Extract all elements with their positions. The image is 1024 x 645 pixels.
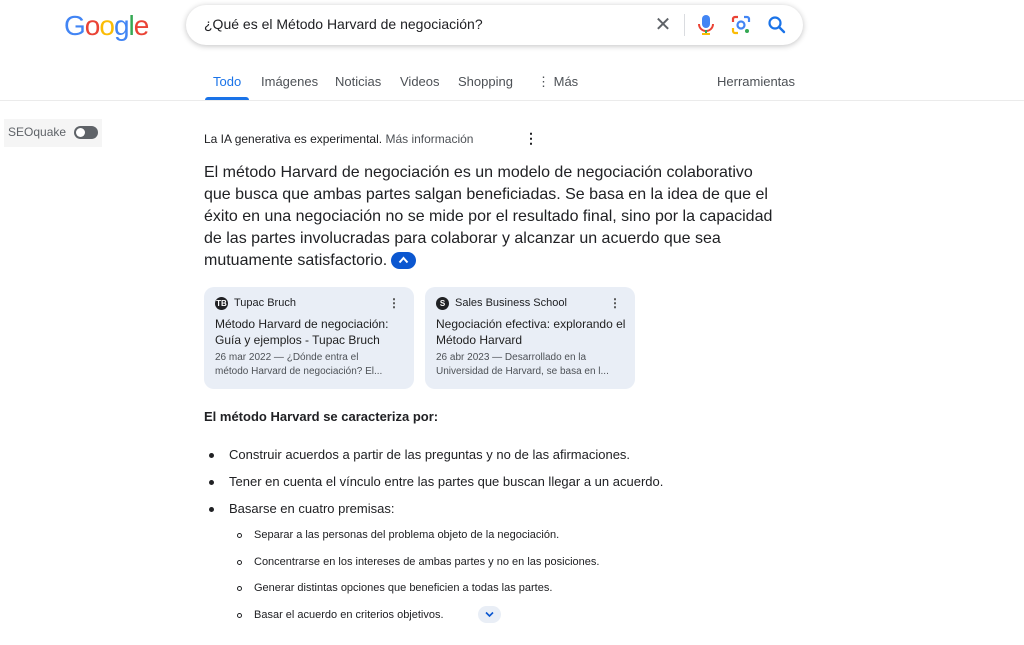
logo-letter: l [128, 10, 134, 41]
sub-list-item-text: Basar el acuerdo en criterios objetivos. [254, 609, 444, 621]
search-icon[interactable] [766, 14, 788, 36]
tab-videos[interactable]: Videos [400, 74, 440, 89]
source-menu-icon[interactable]: ⋮ [388, 296, 400, 310]
source-menu-icon[interactable]: ⋮ [609, 296, 621, 310]
sub-bullet [237, 586, 242, 591]
close-icon[interactable]: ✕ [654, 14, 672, 36]
source-card[interactable] [425, 287, 635, 389]
tab-imagenes[interactable]: Imágenes [261, 74, 319, 89]
more-info-link[interactable]: Más información [385, 132, 474, 146]
ai-note-text: La IA generativa es experimental. [204, 132, 383, 146]
snippet-line: 26 abr 2023 — Desarrollado en la [436, 352, 587, 363]
bullet-dot [209, 453, 214, 458]
list-item-text: Basarse en cuatro premisas: [229, 501, 395, 516]
chevron-down-icon [485, 611, 494, 618]
sub-list-item-text: Generar distintas opciones que beneficien a todas las partes. [254, 582, 553, 594]
source-snippet [436, 351, 628, 379]
sub-bullet [237, 560, 242, 565]
search-input[interactable]: ¿Qué es el Método Harvard de negociación? [204, 16, 483, 32]
microphone-icon[interactable] [696, 13, 716, 37]
source-name: Sales Business School [455, 297, 567, 309]
header-divider [0, 100, 1024, 101]
logo-letter: g [113, 10, 129, 41]
seoquake-label: SEOquake [8, 125, 67, 139]
favicon-icon: S [436, 297, 449, 310]
list-item-text: Construir acuerdos a partir de las preguntas y no de las afirmaciones. [229, 447, 631, 462]
logo-letter: o [99, 10, 114, 41]
characteristics-heading: El método Harvard se caracteriza por: [204, 409, 439, 424]
source-title[interactable]: Negociación efectiva: explorando el Método Harvard [436, 317, 626, 347]
source-title[interactable]: Método Harvard de negociación: Guía y ejemplos - Tupac Bruch [215, 317, 389, 347]
source-card[interactable] [204, 287, 414, 389]
chevron-up-icon [398, 256, 409, 264]
bullet-dot [209, 480, 214, 485]
snippet-line: método Harvard de negociación? El... [215, 366, 383, 377]
favicon-icon: TB [216, 299, 227, 308]
sub-list-item-text: Concentrarse en los intereses de ambas partes y no en las posiciones. [254, 556, 600, 568]
sub-bullet [237, 613, 242, 618]
tab-shopping[interactable]: Shopping [458, 74, 513, 89]
ai-experimental-note [204, 132, 473, 146]
lens-icon[interactable] [730, 14, 752, 36]
seoquake-toggle[interactable] [74, 126, 98, 139]
logo-letter: e [133, 10, 149, 41]
logo-letter: G [64, 10, 85, 41]
sub-bullet [237, 533, 242, 538]
ai-overview-text [204, 162, 776, 272]
tab-more[interactable]: ⋮ Más [537, 74, 579, 89]
bullet-dot [209, 507, 214, 512]
seoquake-widget [4, 119, 102, 147]
collapse-button[interactable] [391, 252, 416, 269]
list-item-text: Tener en cuenta el vínculo entre las partes que buscan llegar a un acuerdo. [229, 474, 664, 489]
sub-list-item-text: Separar a las personas del problema objeto de la negociación. [254, 529, 560, 541]
logo-letter: o [84, 10, 100, 41]
ai-menu-icon[interactable]: ⋮ [524, 130, 538, 146]
tab-todo[interactable]: Todo [213, 74, 242, 89]
source-name: Tupac Bruch [234, 297, 296, 309]
google-logo[interactable] [64, 10, 148, 42]
tab-noticias[interactable]: Noticias [335, 74, 382, 89]
source-snippet [215, 351, 407, 379]
ai-overview-body: El método Harvard de negociación es un modelo de negociación colaborativo que busca que ambas partes salgan beneficiadas. Se basa en la idea de que el éxito en una negociación no se mide por el resultado final, sino por la capacidad de las partes involucradas para colaborar y alcanzar un acuerdo que sea mutuamente satisfactorio. [204, 164, 773, 269]
snippet-line: Universidad de Harvard, se basa en l... [436, 366, 609, 377]
expand-button[interactable] [478, 606, 501, 623]
search-bar[interactable] [186, 5, 803, 45]
tools-button[interactable]: Herramientas [717, 74, 796, 89]
search-divider [684, 14, 685, 36]
snippet-line: 26 mar 2022 — ¿Dónde entra el [215, 352, 359, 363]
